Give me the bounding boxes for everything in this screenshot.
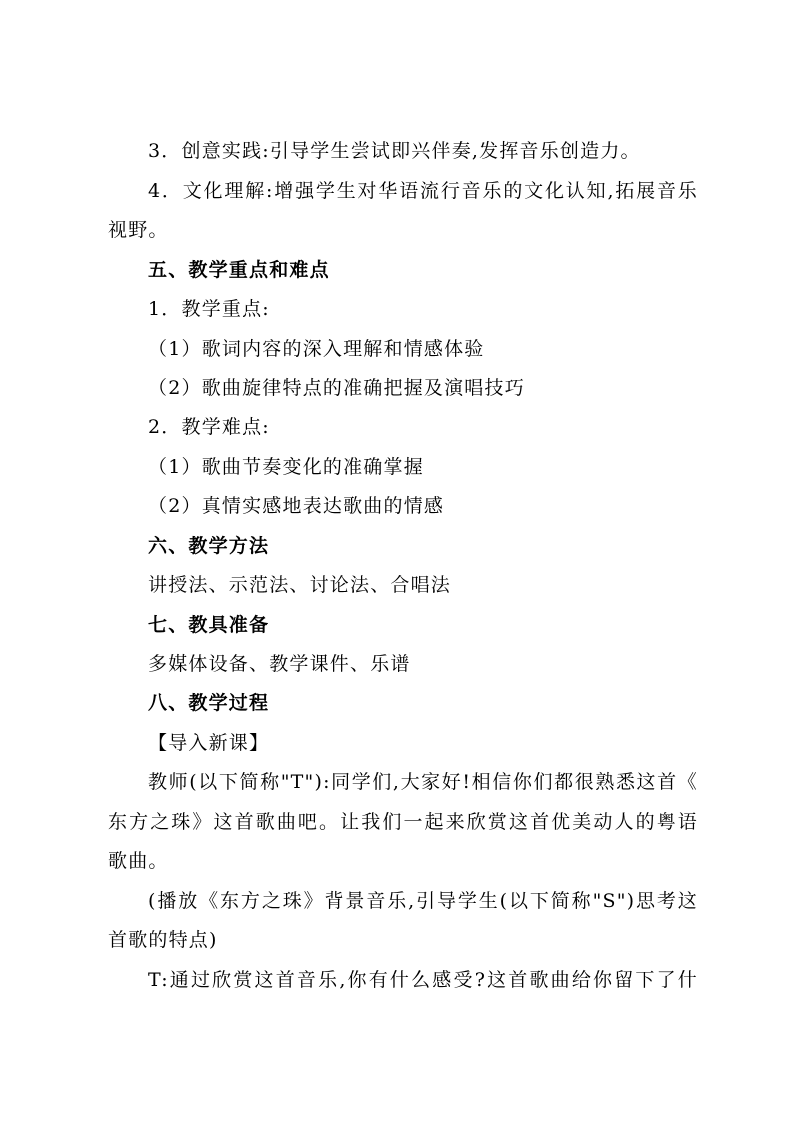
- subheading-key-points: 1．教学重点:: [148, 298, 270, 320]
- list-item-key-2: （2）歌曲旋律特点的准确把握及演唱技巧: [148, 377, 525, 399]
- document-page: [108, 0, 698, 1123]
- paragraph-teacher-1-end: 歌曲。: [108, 850, 169, 872]
- section-heading-8: 八、教学过程: [148, 692, 270, 714]
- paragraph-tools: 多媒体设备、教学课件、乐谱: [148, 653, 411, 675]
- paragraph-teacher-2: T:通过欣赏这首音乐,你有什么感受?这首歌曲给你留下了什: [148, 969, 698, 991]
- subheading-difficulties: 2．教学难点:: [148, 416, 270, 438]
- list-item-difficulty-2: （2）真情实感地表达歌曲的情感: [148, 495, 445, 517]
- section-heading-7: 七、教具准备: [148, 614, 270, 636]
- section-heading-6: 六、教学方法: [148, 535, 270, 557]
- section-heading-5: 五、教学重点和难点: [148, 259, 330, 281]
- paragraph-teacher-1: 教师(以下简称"T"):同学们,大家好!相信你们都很熟悉这首《: [148, 771, 698, 793]
- paragraph-goal-4-cont: 视野。: [108, 219, 169, 241]
- paragraph-teacher-1-cont: 东方之珠》这首歌曲吧。让我们一起来欣赏这首优美动人的粤语: [108, 811, 698, 833]
- subheading-intro: 【导入新课】: [148, 732, 270, 754]
- paragraph-stage-note-cont: 首歌的特点): [108, 929, 218, 951]
- paragraph-methods: 讲授法、示范法、讨论法、合唱法: [148, 574, 452, 596]
- list-item-difficulty-1: （1）歌曲节奏变化的准确掌握: [148, 456, 424, 478]
- list-item-key-1: （1）歌词内容的深入理解和情感体验: [148, 338, 485, 360]
- paragraph-stage-note: (播放《东方之珠》背景音乐,引导学生(以下简称"S")思考这: [148, 890, 698, 912]
- paragraph-goal-4: 4．文化理解:增强学生对华语流行音乐的文化认知,拓展音乐: [148, 180, 698, 202]
- paragraph-goal-3: 3．创意实践:引导学生尝试即兴伴奏,发挥音乐创造力。: [148, 140, 641, 162]
